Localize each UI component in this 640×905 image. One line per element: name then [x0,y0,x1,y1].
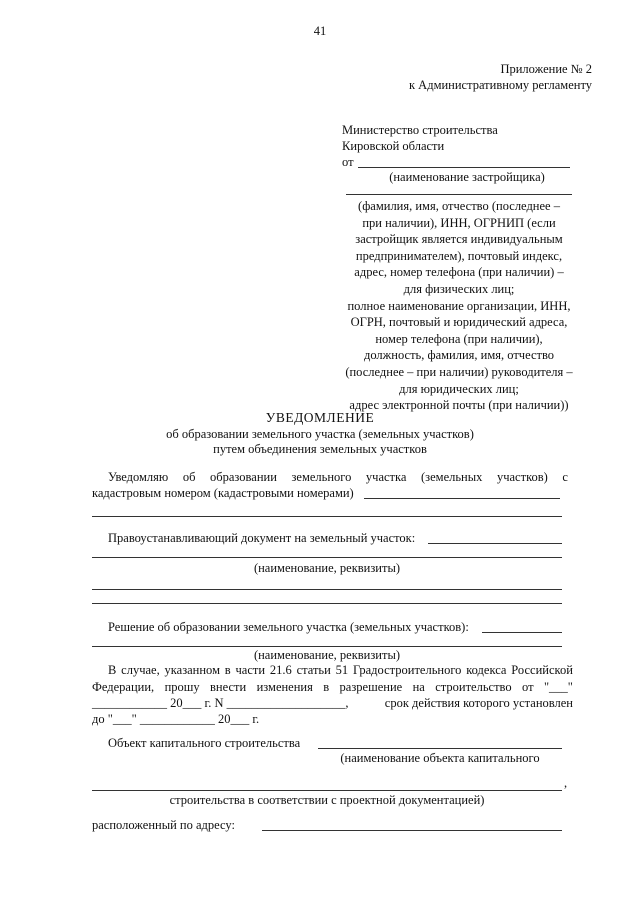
developer-name-line [358,167,570,168]
appendix-number: Приложение № 2 [500,62,592,76]
developer-details-caption: (фамилия, имя, отчество (последнее – при наличии), ИНН, ОГРНИП (если застройщик является индивидуальным предпринимателем), почтовый индекс, адрес, номер телефона (при наличии) – для физических лиц; полное наименование организации, ИНН, ОГРН, почтовый и юридический адреса, номер телефона (при наличии), должность, фамилия, имя, отчество (последнее – при наличии) руководителя – для юридических лиц; адрес электронной почты (при наличии)) [345,199,573,413]
developer-caption: (наименование застройщика) [389,170,545,184]
capital-object-caption-2: строительства в соответствии с проектной документацией) [169,793,485,807]
ministry-name: Министерство строительства [342,123,498,137]
decision-line-2 [92,646,562,647]
title-document-line-3 [92,589,562,590]
from-label: от [342,155,354,169]
capital-object-caption-1: (наименование объекта капитального [340,751,540,765]
notice-subtitle-2: путем объединения земельных участков [213,442,427,456]
address-line [262,830,562,831]
title-document-line-1 [428,543,562,544]
title-document-label: Правоустанавливающий документ на земельный участок: [108,531,416,545]
title-document-caption: (наименование, реквизиты) [253,561,401,575]
page-number: 41 [313,24,327,38]
appendix-reference: к Административному регламенту [408,78,592,92]
notice-subtitle-1: об образовании земельного участка (земельных участков) [166,427,474,441]
capital-object-label: Объект капитального строительства [108,736,301,750]
cadastral-line-1: Уведомляю об образовании земельного участка (земельных участков) с [108,470,568,484]
permit-line-2: Федерации, прошу внести изменения в разрешение на строительство от "___" [92,680,573,694]
cadastral-extra-line [92,516,562,517]
cadastral-number-line [364,498,560,499]
title-document-line-4 [92,603,562,604]
permit-line-4: до "___" ____________ 20___ г. [92,712,260,726]
address-label: расположенный по адресу: [92,818,235,832]
title-document-line-2 [92,557,562,558]
decision-caption: (наименование, реквизиты) [253,648,401,662]
permit-line-1: В случае, указанном в части 21.6 статьи 51 Градостроительного кодекса Российской [108,663,573,677]
decision-label: Решение об образовании земельного участка (земельных участков): [108,620,469,634]
notice-title: УВЕДОМЛЕНИЕ [265,410,375,425]
capital-object-comma: , [564,776,568,790]
developer-details-line [346,194,572,195]
capital-object-line [318,748,562,749]
region-name: Кировской области [342,139,445,153]
decision-line-1 [482,632,562,633]
cadastral-label: кадастровым номером (кадастровыми номерами) [92,486,354,500]
capital-object-line-2 [92,790,562,791]
permit-line-3: ____________ 20___ г. N ___________________, срок действия которого установлен [92,696,573,710]
